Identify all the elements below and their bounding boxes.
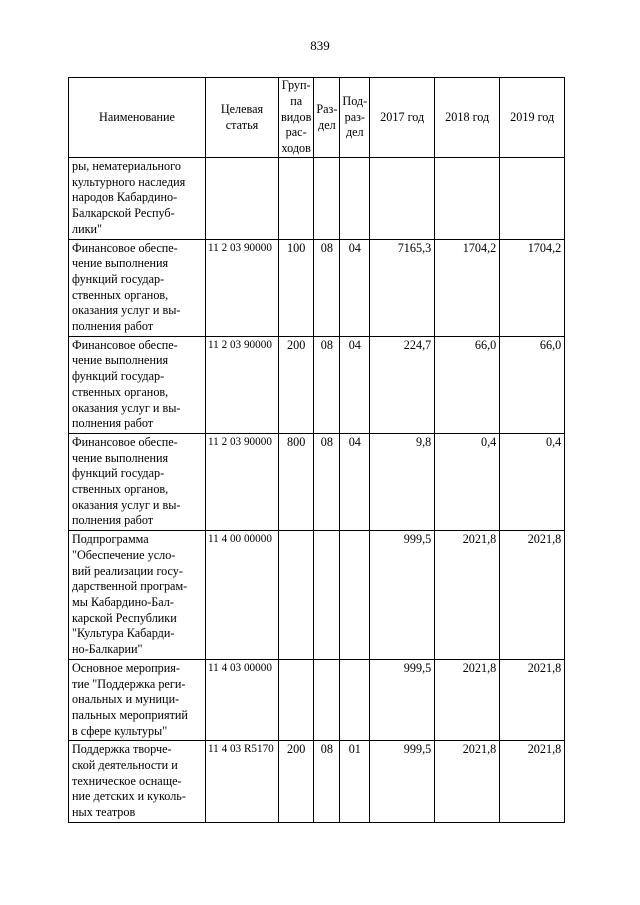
cell-subsection: 04	[340, 239, 370, 336]
table-row	[69, 659, 565, 741]
cell-section	[314, 531, 340, 660]
cell-subsection	[340, 531, 370, 660]
cell-expense-group: 800	[279, 433, 314, 530]
cell-subsection: 04	[340, 336, 370, 433]
cell-year-2018: 1704,2	[435, 239, 500, 336]
header-name: Наименование	[69, 78, 206, 158]
cell-section: 08	[314, 239, 340, 336]
cell-section: 08	[314, 741, 340, 823]
header-year-2017: 2017 год	[370, 78, 435, 158]
cell-year-2018: 2021,8	[435, 741, 500, 823]
cell-section	[314, 659, 340, 741]
header-target-article: Целевая статья	[206, 78, 279, 158]
cell-subsection: 01	[340, 741, 370, 823]
cell-year-2018: 2021,8	[435, 531, 500, 660]
table-body	[69, 158, 565, 823]
cell-year-2019: 66,0	[500, 336, 565, 433]
header-expense-group: Груп- па видов рас- ходов	[279, 78, 314, 158]
cell-year-2019: 2021,8	[500, 659, 565, 741]
cell-section: 08	[314, 433, 340, 530]
cell-year-2017	[370, 158, 435, 240]
header-section: Раз- дел	[314, 78, 340, 158]
cell-expense-group: 200	[279, 741, 314, 823]
header-subsection: Под- раз- дел	[340, 78, 370, 158]
table-row	[69, 531, 565, 660]
cell-name: Финансовое обеспе- чение выполнения функций государ- ственных органов, оказания услуг и вы- полнения работ	[69, 336, 206, 433]
cell-year-2017: 7165,3	[370, 239, 435, 336]
cell-year-2019: 1704,2	[500, 239, 565, 336]
cell-year-2017: 9,8	[370, 433, 435, 530]
table-row	[69, 336, 565, 433]
table-header-row	[69, 78, 565, 158]
header-year-2018: 2018 год	[435, 78, 500, 158]
cell-expense-group	[279, 659, 314, 741]
cell-target-article: 11 4 03 R5170	[206, 741, 279, 823]
cell-year-2017: 999,5	[370, 531, 435, 660]
cell-year-2018: 0,4	[435, 433, 500, 530]
cell-target-article: 11 2 03 90000	[206, 336, 279, 433]
cell-section: 08	[314, 336, 340, 433]
header-year-2019: 2019 год	[500, 78, 565, 158]
cell-year-2018: 66,0	[435, 336, 500, 433]
table-row	[69, 433, 565, 530]
cell-target-article	[206, 158, 279, 240]
cell-year-2019	[500, 158, 565, 240]
cell-expense-group	[279, 158, 314, 240]
cell-target-article: 11 4 00 00000	[206, 531, 279, 660]
cell-target-article: 11 4 03 00000	[206, 659, 279, 741]
cell-target-article: 11 2 03 90000	[206, 433, 279, 530]
cell-year-2017: 999,5	[370, 741, 435, 823]
cell-year-2019: 2021,8	[500, 741, 565, 823]
cell-name: Финансовое обеспе- чение выполнения функций государ- ственных органов, оказания услуг и вы- полнения работ	[69, 239, 206, 336]
cell-expense-group: 100	[279, 239, 314, 336]
cell-year-2018: 2021,8	[435, 659, 500, 741]
cell-subsection	[340, 659, 370, 741]
cell-name: Финансовое обеспе- чение выполнения функций государ- ственных органов, оказания услуг и вы- полнения работ	[69, 433, 206, 530]
cell-year-2018	[435, 158, 500, 240]
cell-expense-group	[279, 531, 314, 660]
cell-expense-group: 200	[279, 336, 314, 433]
table-row	[69, 239, 565, 336]
cell-name: Поддержка творче- ской деятельности и техническое оснаще- ние детских и куколь- ных театров	[69, 741, 206, 823]
cell-subsection: 04	[340, 433, 370, 530]
cell-name: ры, нематериального культурного наследия народов Кабардино- Балкарской Респуб- лики"	[69, 158, 206, 240]
table-row	[69, 741, 565, 823]
cell-year-2019: 2021,8	[500, 531, 565, 660]
page-number: 839	[310, 38, 330, 53]
cell-name: Основное мероприя- тие "Поддержка реги- ональных и муници- пальных мероприятий в сфере культуры"	[69, 659, 206, 741]
table-row	[69, 158, 565, 240]
cell-year-2017: 999,5	[370, 659, 435, 741]
budget-table	[68, 77, 565, 823]
cell-year-2017: 224,7	[370, 336, 435, 433]
cell-year-2019: 0,4	[500, 433, 565, 530]
cell-subsection	[340, 158, 370, 240]
cell-target-article: 11 2 03 90000	[206, 239, 279, 336]
cell-section	[314, 158, 340, 240]
cell-name: Подпрограмма "Обеспечение усло- вий реализации госу- дарственной програм- мы Кабардино-Бал- карской Республики "Культура Кабарди- но-Балкарии"	[69, 531, 206, 660]
